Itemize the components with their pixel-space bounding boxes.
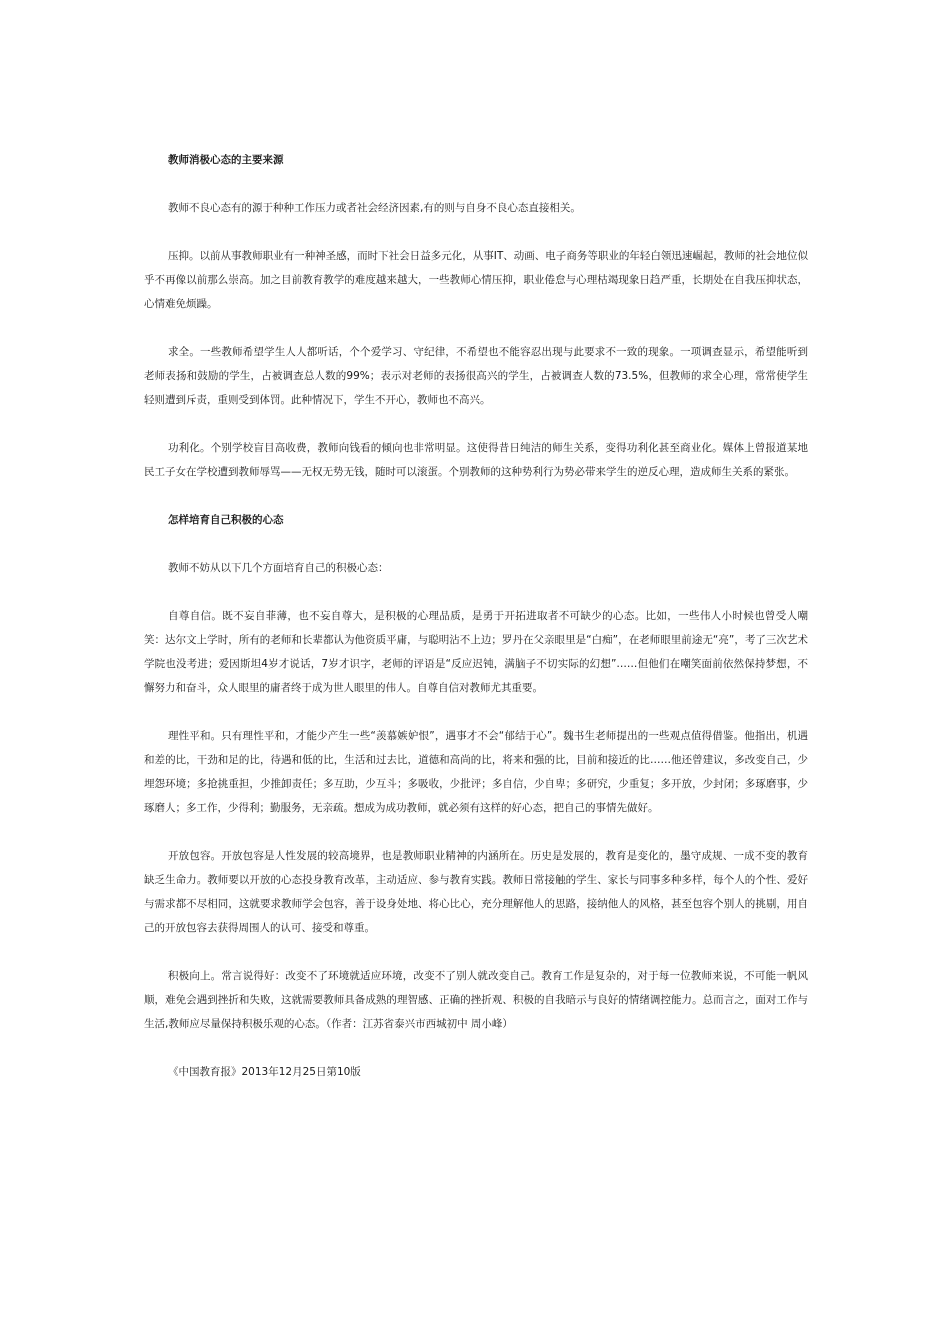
paragraph-zizun: 自尊自信。既不妄自菲薄，也不妄自尊大，是积极的心理品质，是勇于开拓进取者不可缺少的心态。比如，一些伟人小时候也曾受人嘲笑：达尔文上学时，所有的老师和长辈都认为他资质平庸，与聪明沾不上边；罗丹在父亲眼里是“白痴”，在老师眼里前途无“亮”，考了三次艺术学院也没考进；爱因斯坦4岁才说话，7岁才识字，老师的评语是“反应迟钝，满脑子不切实际的幻想”……但他们在嘲笑面前依然保持梦想，不懈努力和奋斗，众人眼里的庸者终于成为世人眼里的伟人。自尊自信对教师尤其重要。 [144,610,808,694]
intro-paragraph-cultivate: 教师不妨从以下几个方面培育自己的积极心态： [168,562,389,574]
intro-paragraph-sources: 教师不良心态有的源于种种工作压力或者社会经济因素,有的则与自身不良心态直接相关。 [168,202,581,214]
paragraph-yayi: 压抑。以前从事教师职业有一种神圣感，而时下社会日益多元化，从事IT、动画、电子商务等职业的年轻白领迅速崛起，教师的社会地位似乎不再像以前那么崇高。加之目前教育教学的难度越来越大，一些教师心情压抑，职业倦怠与心理枯竭现象日趋严重，长期处在自我压抑状态，心情难免烦躁。 [144,250,808,310]
article-body [144,148,808,1084]
paragraph-jiji: 积极向上。常言说得好：改变不了环境就适应环境，改变不了别人就改变自己。教育工作是复杂的，对于每一位教师来说，不可能一帆风顺，难免会遇到挫折和失败，这就需要教师具备成熟的理智感、正确的挫折观、积极的自我暗示与良好的情绪调控能力。总而言之，面对工作与生活,教师应尽量保持积极乐观的心态。（作者：江苏省泰兴市西城初中 周小峰） [144,970,808,1030]
section-heading-sources: 教师消极心态的主要来源 [168,154,284,166]
paragraph-qiuquan: 求全。一些教师希望学生人人都听话，个个爱学习、守纪律，不希望也不能容忍出现与此要求不一致的现象。一项调查显示，希望能听到老师表扬和鼓励的学生，占被调查总人数的99%；表示对老师的表扬很高兴的学生，占被调查人数的73.5%，但教师的求全心理，常常使学生轻则遭到斥责，重则受到体罚。此种情况下，学生不开心，教师也不高兴。 [144,346,808,406]
paragraph-kaifang: 开放包容。开放包容是人性发展的较高境界，也是教师职业精神的内涵所在。历史是发展的，教育是变化的，墨守成规、一成不变的教育缺乏生命力。教师要以开放的心态投身教育改革，主动适应、参与教育实践。教师日常接触的学生、家长与同事多种多样，每个人的个性、爱好与需求都不尽相同，这就要求教师学会包容，善于设身处地、将心比心，充分理解他人的思路，接纳他人的风格，甚至包容个别人的挑剔，用自己的开放包容去获得周围人的认可、接受和尊重。 [144,850,808,934]
source-citation: 《中国教育报》2013年12月25日第10版 [168,1066,361,1078]
paragraph-gonglihua: 功利化。个别学校盲目高收费，教师向钱看的倾向也非常明显。这使得昔日纯洁的师生关系，变得功利化甚至商业化。媒体上曾报道某地民工子女在学校遭到教师辱骂——无权无势无钱，随时可以滚蛋。个别教师的这种势利行为势必带来学生的逆反心理，造成师生关系的紧张。 [144,442,808,478]
section-heading-cultivate: 怎样培育自己积极的心态 [168,514,284,526]
paragraph-lixing: 理性平和。只有理性平和，才能少产生一些“羡慕嫉妒恨”，遇事才不会“郁结于心”。魏书生老师提出的一些观点值得借鉴。他指出，机遇和差的比，干劲和足的比，待遇和低的比，生活和过去比，道德和高尚的比，将来和强的比，目前和接近的比……他还曾建议，多改变自己，少埋怨环境；多抢挑重担，少推卸责任；多互助，少互斗；多吸收，少批评；多自信，少自卑；多研究，少重复；多开放，少封闭；多琢磨事，少琢磨人；多工作，少得利；勤服务，无亲疏。想成为成功教师，就必须有这样的好心态，把自己的事情先做好。 [144,730,808,814]
